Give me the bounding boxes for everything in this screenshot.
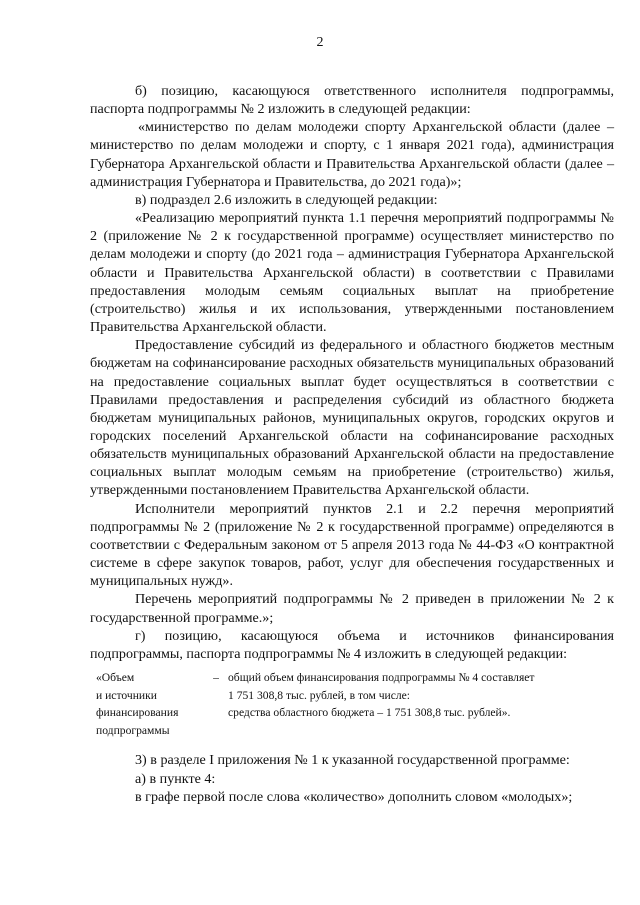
page-number: 2 — [316, 35, 324, 50]
finance-value-line: 1 751 308,8 тыс. рублей, в том числе: — [228, 688, 411, 702]
paragraph-v-quote: «Реализацию мероприятий пункта 1.1 перечня мероприятий подпрограммы № 2 (приложение № 2 к государственной программе) осуществляет министерство по делам молодежи и спорту (до 2021 года – администрация Губернатора Архангельской области и Правительства Архангельской области) в соответствии с Правилами предоставления молодым семьям социальных выплат на приобретение (строительство) жилья и их использования, утвержденными постановлением Правительства Архангельской области. — [90, 210, 614, 336]
finance-dash: – — [213, 671, 219, 684]
document-body — [90, 82, 614, 806]
finance-table — [90, 669, 614, 739]
paragraph-g: г) позицию, касающуюся объема и источников финансирования подпрограммы, паспорта подпрограммы № 4 изложить в следующей редакции: — [90, 627, 614, 662]
paragraph-column: в графе первой после слова «количество» дополнить словом «молодых»; — [135, 788, 573, 805]
paragraph-b: б) позицию, касающуюся ответственного исполнителя подпрограммы, паспорта подпрограммы № 2 изложить в следующей редакции: — [90, 83, 614, 118]
finance-value-line: средства областного бюджета – 1 751 308,8 тыс. рублей». — [228, 706, 511, 720]
finance-label — [90, 669, 204, 739]
paragraph-v: в) подраздел 2.6 изложить в следующей редакции: — [135, 191, 438, 208]
paragraph-subsidies: Предоставление субсидий из федерального и областного бюджетов местным бюджетам на софинансирование расходных обязательств муниципальных образований на предоставление социальных выплат будет осуществляться в соответствии с Правилами предоставления и распределения субсидий из областного бюджета бюджетам муниципальных районов, муниципальных округов, городских округов и городских поселений Архангельской области на софинансирование расходных обязательств муниципальных образований Архангельской области на предоставление социальных выплат молодым семьям на приобретение (строительство) жилья, утвержденными постановлением Правительства Архангельской области. — [90, 337, 614, 499]
paragraph-executors: Исполнители мероприятий пунктов 2.1 и 2.2 перечня мероприятий подпрограммы № 2 (приложение № 2 к государственной программе) определяются в соответствии с Федеральным законом от 5 апреля 2013 года № 44-ФЗ «О контрактной системе в сфере закупок товаров, работ, услуг для обеспечения государственных и муниципальных нужд». — [90, 500, 614, 590]
finance-label-line: «Объем — [96, 671, 135, 684]
closing-section — [90, 751, 614, 805]
finance-label-line: финансирования — [96, 706, 179, 720]
finance-label-line: подпрограммы — [96, 723, 170, 737]
paragraph-b-quote: «министерство по делам молодежи спорту Архангельской области (далее – министерство по делам молодежи и спорту, с 1 января 2021 года), администрация Губернатора Архангельской области и Правительства Архангельской области (далее – администрация Губернатора и Правительства, до 2021 года)»; — [90, 119, 614, 190]
finance-value — [228, 669, 614, 739]
paragraph-3: 3) в разделе I приложения № 1 к указанной государственной программе: — [135, 752, 570, 769]
finance-value-line: общий объем финансирования подпрограммы № 4 составляет — [228, 671, 535, 684]
paragraph-a: а) в пункте 4: — [135, 770, 216, 787]
paragraph-list: Перечень мероприятий подпрограммы № 2 приведен в приложении № 2 к государственной программе.»; — [90, 591, 614, 626]
finance-label-line: и источники — [96, 688, 157, 702]
